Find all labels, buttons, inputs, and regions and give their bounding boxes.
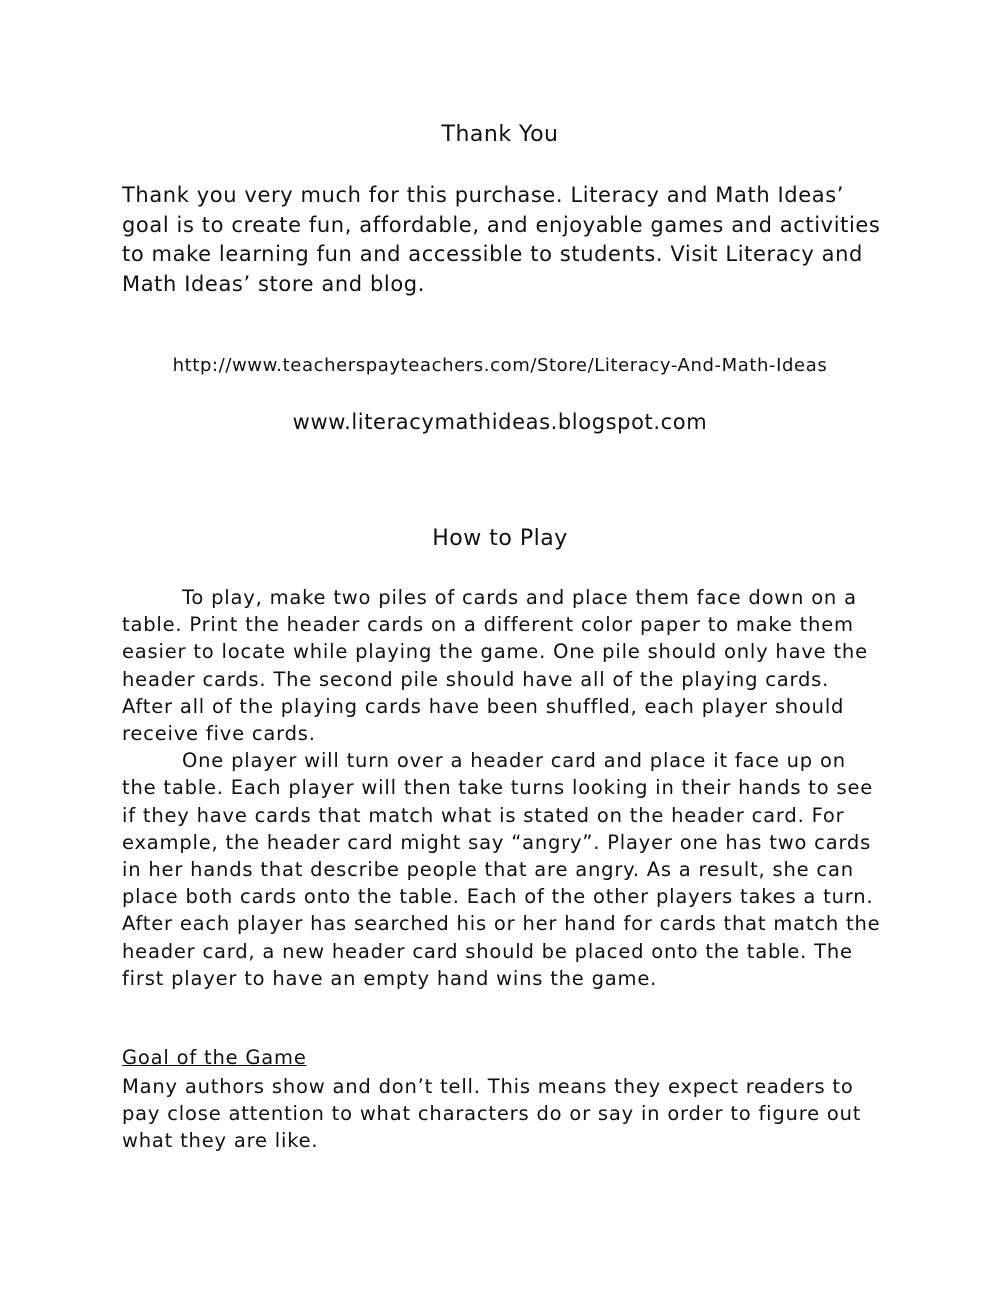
how-to-play-paragraph-2: One player will turn over a header card and place it face up on the table. Each player will then take turns looking in their hands to see if they have cards that match what is stated on the header card. For example, the header card might say “angry”. Player one has two cards in her hands that describe people that are angry. As a result, she can place both cards onto the table. Each of the other players takes a turn. After each player has searched his or her hand for cards that match the header card, a new header card should be placed onto the table. The first player to have an empty hand wins the game. (122, 749, 881, 990)
how-to-play-body (122, 584, 882, 992)
blog-url-link[interactable]: www.literacymathideas.blogspot.com (292, 410, 708, 434)
how-to-play-paragraph-1: To play, make two piles of cards and place them face down on a table. Print the header cards on a different color paper to make them easier to locate while playing the game. One pile should only have the header cards. The second pile should have all of the playing cards. After all of the playing cards have been shuffled, each player should receive five cards. (122, 586, 868, 746)
thank-you-paragraph: Thank you very much for this purchase. Literacy and Math Ideas’ goal is to create fun, affordable, and enjoyable games and activities to make learning fun and accessible to students. Visit Literacy and Math Ideas’ store and blog. (122, 183, 881, 296)
goal-paragraph: Many authors show and don’t tell. This means they expect readers to pay close attention to what characters do or say in order to figure out what they are like. (122, 1075, 862, 1153)
goal-heading: Goal of the Game (122, 1046, 307, 1069)
thank-you-title: Thank You (441, 122, 559, 147)
how-to-play-title: How to Play (432, 526, 568, 551)
store-url-link[interactable]: http://www.teacherspayteachers.com/Store/Literacy-And-Math-Ideas (172, 355, 828, 376)
